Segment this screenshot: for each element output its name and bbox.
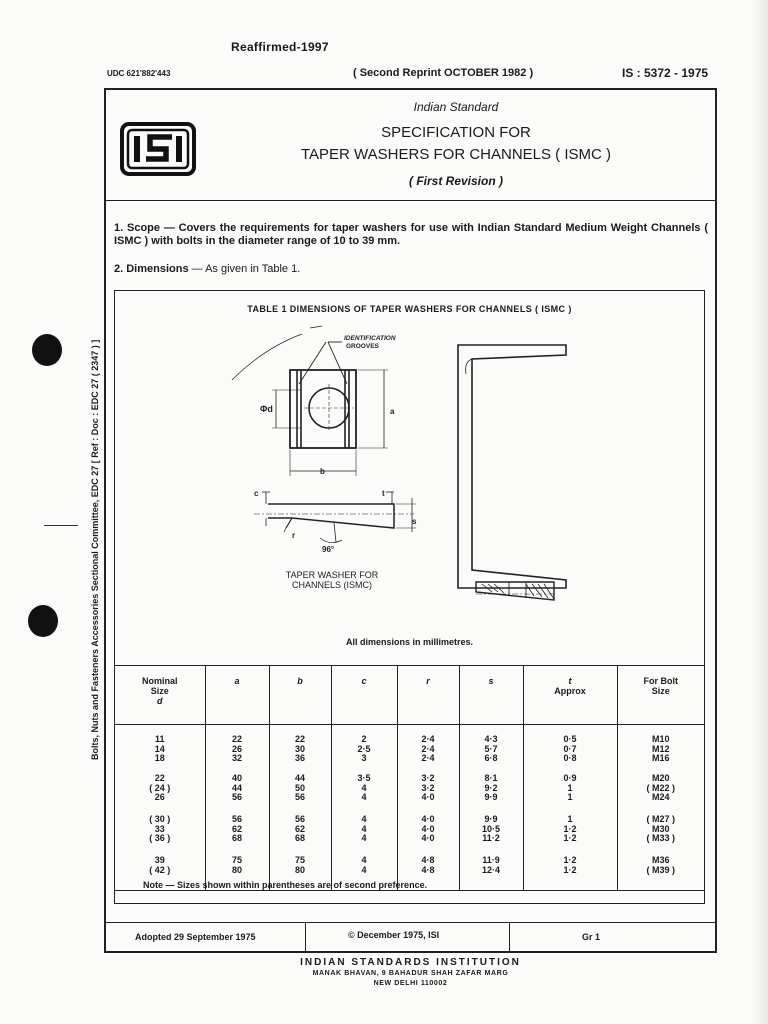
indian-standard-label: Indian Standard	[413, 100, 499, 114]
table-cell-r: 4·0 4·0 4·0	[397, 808, 459, 849]
table-cell-a: 40 44 56	[205, 767, 269, 808]
price-grade: Gr 1	[582, 932, 601, 942]
institution-address-line2: NEW DELHI 110002	[373, 980, 448, 987]
table-cell-c: 4 4	[331, 849, 397, 891]
table-cell-bolt: M20 ( M22 ) M24	[617, 767, 704, 808]
reaffirmed-stamp: Reaffirmed-1997	[231, 40, 329, 54]
table-cell-t: 1·2 1·2	[523, 849, 617, 891]
spec-title-line1: SPECIFICATION FOR	[381, 124, 531, 141]
copyright-note: © December 1975, ISI	[348, 930, 440, 940]
table-cell-s: 9·9 10·5 11·2	[459, 808, 523, 849]
table-row	[115, 725, 704, 768]
table-cell-bolt: M10 M12 M16	[617, 725, 704, 768]
note-heading: Note	[143, 880, 163, 890]
adopted-date: Adopted 29 September 1975	[135, 932, 256, 942]
table-note	[143, 880, 427, 890]
units-note: All dimensions in millimetres.	[345, 637, 474, 647]
institution-address-line1: MANAK BHAVAN, 9 BAHADUR SHAH ZAFAR MARG	[312, 970, 509, 977]
footer-divider	[106, 922, 715, 923]
revision-label: ( First Revision )	[408, 174, 503, 188]
b-label: b	[320, 467, 325, 476]
table-cell-bolt: M36 ( M39 )	[617, 849, 704, 891]
table-cell-t: 1 1·2 1·2	[523, 808, 617, 849]
figure-caption-line1: TAPER WASHER FOR	[285, 570, 379, 580]
dimensions-clause	[114, 263, 300, 275]
a-label: a	[390, 407, 395, 416]
table-cell-a: 75 80	[205, 849, 269, 891]
table-row	[115, 808, 704, 849]
r-label: r	[292, 531, 296, 540]
scope-heading: 1. Scope	[114, 222, 160, 234]
c-label: c	[254, 489, 259, 498]
header-nominal-size: Nominal Size d	[115, 666, 205, 725]
is-number: IS : 5372 - 1975	[622, 66, 709, 80]
header-bolt-size: For Bolt Size	[617, 666, 704, 725]
header-t-approx: t Approx	[523, 666, 617, 725]
scope-text: — Covers the requirements for taper washers for use with Indian Standard Medium Weight Channels ( ISMC ) with bolts in the diameter range of 10 to 39 mm.	[114, 222, 708, 247]
spec-title-line2: TAPER WASHERS FOR CHANNELS ( ISMC )	[300, 146, 612, 163]
angle-label: 96°	[322, 545, 335, 554]
punch-hole-bottom	[28, 605, 58, 637]
table-cell-b: 56 62 68	[269, 808, 331, 849]
header-r: r	[397, 666, 459, 725]
table-cell-d: 11 14 18	[154, 734, 165, 763]
phi-d-label: Φd	[260, 404, 273, 414]
header-a: a	[205, 666, 269, 725]
grooves-label: GROOVES	[346, 343, 379, 350]
header-c: c	[331, 666, 397, 725]
table-cell-r: 2·4 2·4 2·4	[397, 725, 459, 768]
udc-number: UDC 621'882'443	[107, 69, 171, 78]
scope-clause	[114, 222, 708, 248]
table-row	[115, 767, 704, 808]
channel-section	[458, 345, 566, 588]
table-cell-c: 2 2·5 3	[331, 725, 397, 768]
note-text: — Sizes shown within parentheses are of second preference.	[163, 880, 428, 890]
table-cell-b: 22 30 36	[269, 725, 331, 768]
institution-name: INDIAN STANDARDS INSTITUTION	[300, 957, 521, 968]
t-label: t	[382, 489, 385, 498]
table-cell-b: 44 50 56	[269, 767, 331, 808]
table-cell-b: 75 80	[269, 849, 331, 891]
table-cell-d: ( 30 ) 33 ( 36 )	[149, 814, 171, 843]
table-cell-s: 11·9 12·4	[459, 849, 523, 891]
table-cell-r: 4·8 4·8	[397, 849, 459, 891]
table-header-row	[115, 666, 704, 725]
table-caption: TABLE 1 DIMENSIONS OF TAPER WASHERS FOR CHANNELS ( ISMC )	[247, 304, 572, 314]
figure-caption-line2: CHANNELS (ISMC)	[291, 580, 373, 590]
header-b: b	[269, 666, 331, 725]
header-s: s	[459, 666, 523, 725]
table-cell-c: 3·5 4 4	[331, 767, 397, 808]
dimensions-text: — As given in Table 1.	[188, 263, 301, 275]
table-cell-bolt: ( M27 ) M30 ( M33 )	[617, 808, 704, 849]
dimensions-table	[115, 665, 704, 891]
s-label: s	[412, 517, 417, 526]
title-divider	[106, 200, 715, 201]
fold-mark	[44, 525, 78, 526]
identification-label: IDENTIFICATION	[344, 335, 396, 342]
table-cell-d: 39 ( 42 )	[115, 849, 205, 891]
table-cell-a: 56 62 68	[205, 808, 269, 849]
table-cell-a: 22 26 32	[205, 725, 269, 768]
committee-side-text: Bolts, Nuts and Fasteners Accessories Sectional Committee, EDC 27 [ Ref : Doc : EDC 27 ( 2347 ) ]	[90, 339, 100, 760]
footer-column-divider	[305, 923, 306, 951]
table-cell-d: 22 ( 24 ) 26	[149, 773, 171, 802]
dimensions-heading: 2. Dimensions	[114, 263, 189, 275]
washer-in-channel	[476, 582, 554, 600]
table-cell-c: 4 4 4	[331, 808, 397, 849]
table-cell-s: 8·1 9·2 9·9	[459, 767, 523, 808]
punch-hole-top	[32, 334, 62, 366]
table-cell-s: 4·3 5·7 6·8	[459, 725, 523, 768]
washer-drawing	[114, 318, 705, 618]
reprint-note: ( Second Reprint OCTOBER 1982 )	[353, 67, 534, 79]
footer-column-divider	[509, 923, 510, 951]
table-cell-r: 3·2 3·2 4·0	[397, 767, 459, 808]
table-cell-t: 0·5 0·7 0·8	[523, 725, 617, 768]
table-cell-t: 0·9 1 1	[523, 767, 617, 808]
